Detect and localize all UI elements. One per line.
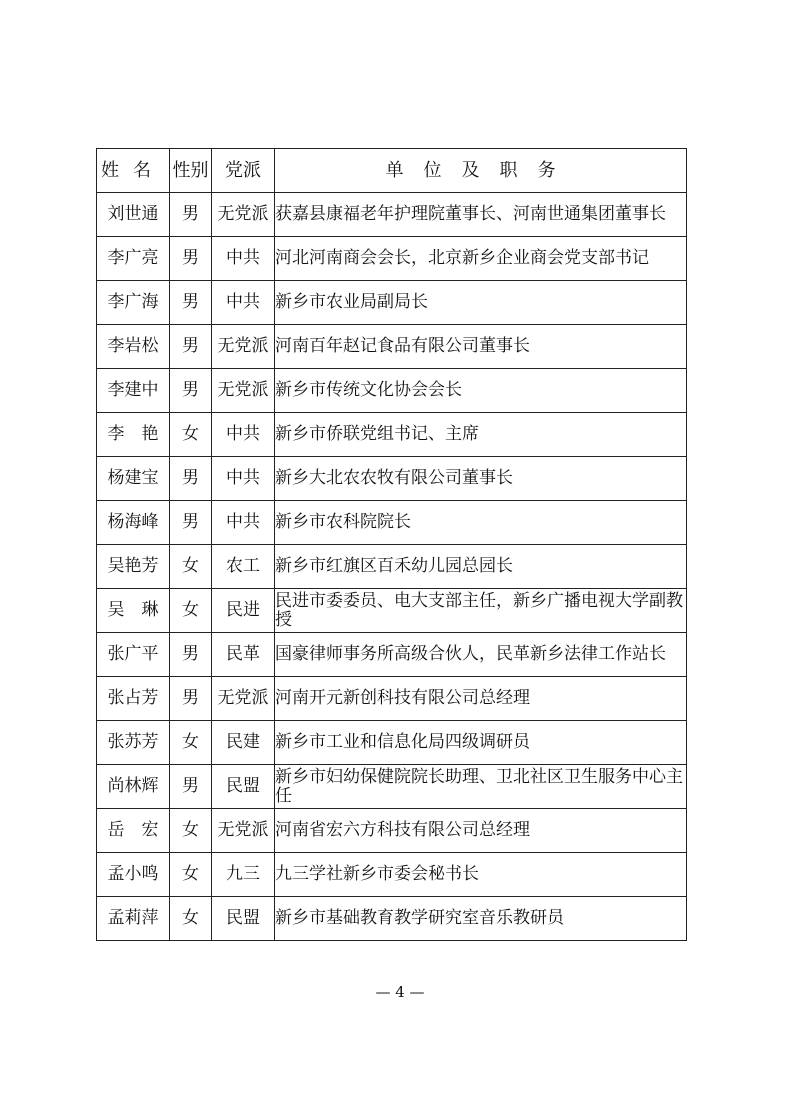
header-party: 党派 <box>212 149 275 193</box>
cell-name: 李岩松 <box>97 325 170 369</box>
cell-sex: 女 <box>170 589 212 633</box>
cell-party: 农工 <box>212 545 275 589</box>
cell-name: 刘世通 <box>97 193 170 237</box>
cell-sex: 女 <box>170 545 212 589</box>
cell-unit: 新乡大北农农牧有限公司董事长 <box>275 457 687 501</box>
cell-unit: 河南省宏六方科技有限公司总经理 <box>275 809 687 853</box>
cell-party: 民建 <box>212 721 275 765</box>
table-row <box>97 589 687 633</box>
cell-name: 尚林辉 <box>97 765 170 809</box>
table-row <box>97 677 687 721</box>
table-row <box>97 237 687 281</box>
cell-unit: 新乡市传统文化协会会长 <box>275 369 687 413</box>
cell-party: 民盟 <box>212 765 275 809</box>
table-row <box>97 501 687 545</box>
cell-sex: 女 <box>170 853 212 897</box>
cell-party: 中共 <box>212 457 275 501</box>
cell-name: 张苏芳 <box>97 721 170 765</box>
table-row <box>97 853 687 897</box>
cell-sex: 女 <box>170 897 212 941</box>
cell-name: 孟莉萍 <box>97 897 170 941</box>
cell-name: 李 艳 <box>97 413 170 457</box>
cell-party: 民盟 <box>212 897 275 941</box>
table-row <box>97 765 687 809</box>
cell-unit: 新乡市工业和信息化局四级调研员 <box>275 721 687 765</box>
cell-unit: 获嘉县康福老年护理院董事长、河南世通集团董事长 <box>275 193 687 237</box>
table-row <box>97 281 687 325</box>
cell-unit: 新乡市妇幼保健院院长助理、卫北社区卫生服务中心主任 <box>275 765 687 809</box>
cell-sex: 男 <box>170 457 212 501</box>
cell-party: 中共 <box>212 237 275 281</box>
cell-name: 张广平 <box>97 633 170 677</box>
cell-sex: 女 <box>170 721 212 765</box>
cell-unit: 新乡市农业局副局长 <box>275 281 687 325</box>
cell-unit: 民进市委委员、电大支部主任，新乡广播电视大学副教授 <box>275 589 687 633</box>
header-unit: 单位及职务 <box>275 149 687 193</box>
cell-party: 无党派 <box>212 193 275 237</box>
cell-sex: 男 <box>170 501 212 545</box>
table-row <box>97 369 687 413</box>
cell-sex: 男 <box>170 281 212 325</box>
table-body <box>97 193 687 941</box>
cell-party: 无党派 <box>212 809 275 853</box>
cell-party: 无党派 <box>212 325 275 369</box>
cell-sex: 男 <box>170 193 212 237</box>
cell-sex: 男 <box>170 237 212 281</box>
cell-sex: 女 <box>170 413 212 457</box>
members-table <box>96 148 687 941</box>
cell-name: 张占芳 <box>97 677 170 721</box>
cell-name: 吴艳芳 <box>97 545 170 589</box>
cell-unit: 新乡市基础教育教学研究室音乐教研员 <box>275 897 687 941</box>
table-row <box>97 457 687 501</box>
table-row <box>97 897 687 941</box>
table-header-row <box>97 149 687 193</box>
page-number: — 4 — <box>375 983 425 1001</box>
cell-sex: 男 <box>170 677 212 721</box>
cell-unit: 九三学社新乡市委会秘书长 <box>275 853 687 897</box>
table-row <box>97 545 687 589</box>
cell-unit: 河南百年赵记食品有限公司董事长 <box>275 325 687 369</box>
cell-sex: 男 <box>170 369 212 413</box>
cell-name: 杨海峰 <box>97 501 170 545</box>
cell-unit: 河北河南商会会长，北京新乡企业商会党支部书记 <box>275 237 687 281</box>
cell-unit: 河南开元新创科技有限公司总经理 <box>275 677 687 721</box>
table-row <box>97 809 687 853</box>
table-row <box>97 193 687 237</box>
cell-party: 无党派 <box>212 369 275 413</box>
table-row <box>97 325 687 369</box>
cell-name: 李建中 <box>97 369 170 413</box>
cell-sex: 男 <box>170 633 212 677</box>
cell-party: 无党派 <box>212 677 275 721</box>
cell-name: 岳 宏 <box>97 809 170 853</box>
cell-sex: 男 <box>170 325 212 369</box>
cell-name: 李广海 <box>97 281 170 325</box>
header-name: 姓名 <box>97 149 170 193</box>
cell-unit: 新乡市侨联党组书记、主席 <box>275 413 687 457</box>
cell-party: 中共 <box>212 501 275 545</box>
cell-name: 孟小鸣 <box>97 853 170 897</box>
cell-unit: 新乡市红旗区百禾幼儿园总园长 <box>275 545 687 589</box>
header-sex: 性别 <box>170 149 212 193</box>
cell-sex: 男 <box>170 765 212 809</box>
cell-party: 九三 <box>212 853 275 897</box>
cell-party: 民革 <box>212 633 275 677</box>
cell-unit: 新乡市农科院院长 <box>275 501 687 545</box>
cell-party: 民进 <box>212 589 275 633</box>
table-row <box>97 721 687 765</box>
table-row <box>97 633 687 677</box>
cell-unit: 国豪律师事务所高级合伙人，民革新乡法律工作站长 <box>275 633 687 677</box>
cell-name: 李广亮 <box>97 237 170 281</box>
cell-party: 中共 <box>212 281 275 325</box>
cell-sex: 女 <box>170 809 212 853</box>
cell-name: 吴 琳 <box>97 589 170 633</box>
table-row <box>97 413 687 457</box>
cell-name: 杨建宝 <box>97 457 170 501</box>
cell-party: 中共 <box>212 413 275 457</box>
